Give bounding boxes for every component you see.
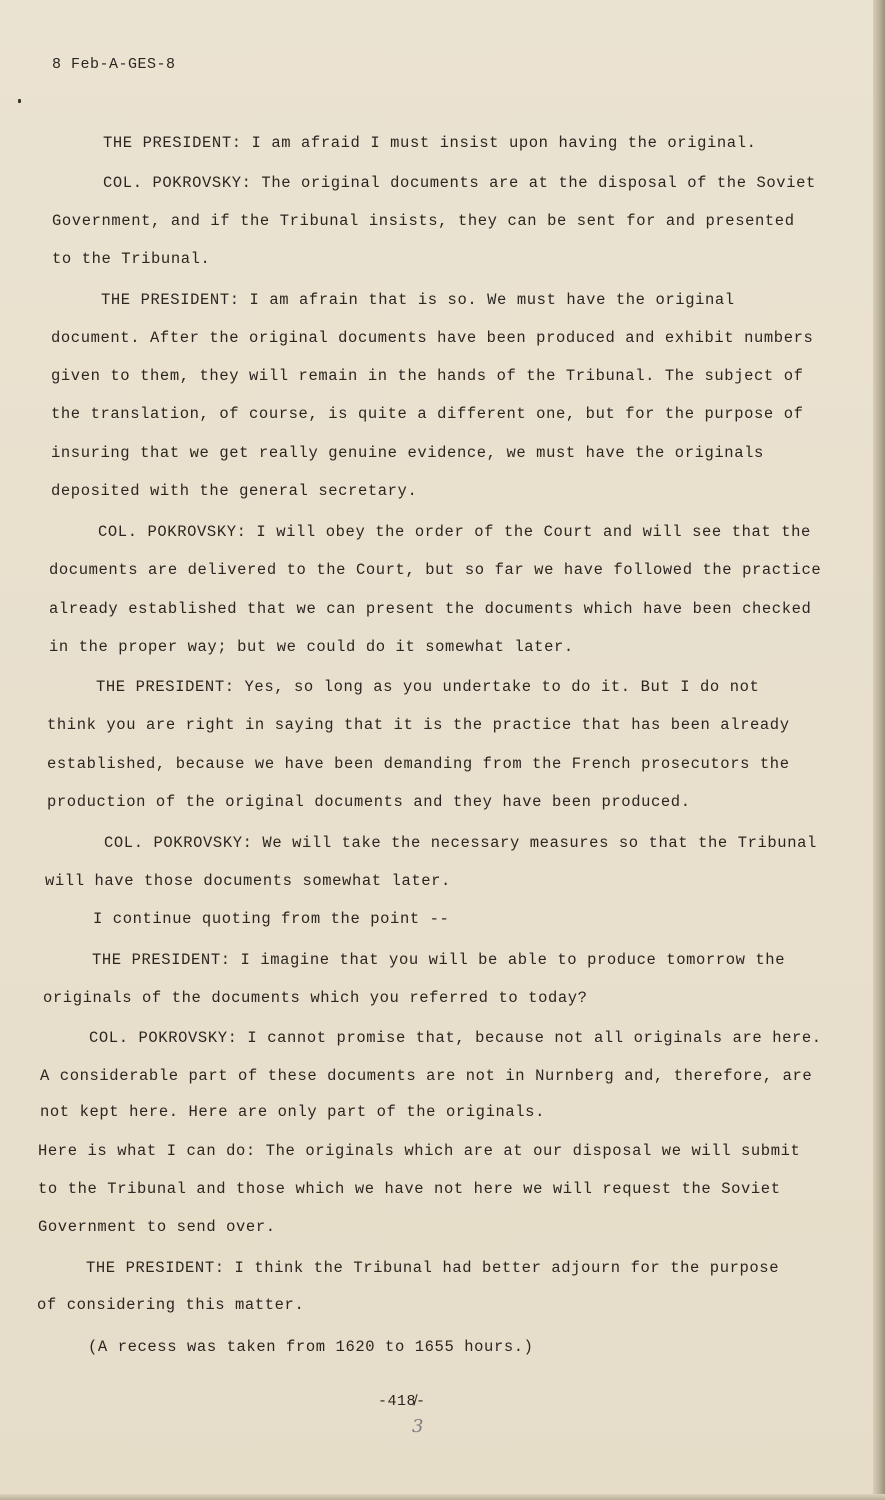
page-number: -418̸- [378, 1393, 426, 1410]
handwritten-page-number: 3 [412, 1416, 424, 1437]
transcript-line: Government, and if the Tribunal insists, they can be sent for and presented [52, 212, 795, 230]
transcript-line: THE PRESIDENT: I am afrain that is so. We must have the original [101, 291, 735, 309]
transcript-line: THE PRESIDENT: I am afraid I must insist upon having the original. [103, 134, 757, 152]
transcript-line: of considering this matter. [37, 1296, 305, 1314]
transcript-line: deposited with the general secretary. [51, 482, 418, 500]
transcript-line: already established that we can present the documents which have been checked [49, 600, 812, 618]
transcript-line: established, because we have been demanding from the French prosecutors the [47, 755, 790, 773]
document-header: 8 Feb-A-GES-8 [52, 56, 176, 73]
transcript-line: THE PRESIDENT: Yes, so long as you undertake to do it. But I do not [96, 678, 760, 696]
transcript-line: insuring that we get really genuine evidence, we must have the originals [51, 444, 764, 462]
transcript-line: THE PRESIDENT: I think the Tribunal had better adjourn for the purpose [86, 1259, 780, 1277]
transcript-line: Government to send over. [38, 1218, 276, 1236]
transcript-line: COL. POKROVSKY: We will take the necessary measures so that the Tribunal [104, 834, 817, 852]
page-edge-shadow [873, 0, 885, 1500]
transcript-line: not kept here. Here are only part of the originals. [40, 1103, 545, 1121]
transcript-line: to the Tribunal. [52, 250, 211, 268]
transcript-line: given to them, they will remain in the hands of the Tribunal. The subject of [51, 367, 804, 385]
transcript-line: the translation, of course, is quite a different one, but for the purpose of [51, 405, 804, 423]
transcript-line: document. After the original documents have been produced and exhibit numbers [51, 329, 814, 347]
transcript-line: in the proper way; but we could do it somewhat later. [49, 638, 574, 656]
transcript-line: documents are delivered to the Court, but so far we have followed the practice [49, 561, 822, 579]
ink-mark [18, 99, 21, 103]
recess-note: (A recess was taken from 1620 to 1655 hours.) [88, 1338, 534, 1356]
page-bottom-edge [0, 1494, 885, 1500]
transcript-line: THE PRESIDENT: I imagine that you will be able to produce tomorrow the [92, 951, 786, 969]
transcript-line: production of the original documents and they have been produced. [47, 793, 691, 811]
transcript-line: Here is what I can do: The originals which are at our disposal we will submit [38, 1142, 801, 1160]
transcript-line: A considerable part of these documents are not in Nurnberg and, therefore, are [40, 1067, 813, 1085]
transcript-line: COL. POKROVSKY: The original documents are at the disposal of the Soviet [103, 174, 816, 192]
transcript-line: will have those documents somewhat later. [45, 872, 451, 890]
transcript-line: originals of the documents which you referred to today? [43, 989, 588, 1007]
transcript-line: COL. POKROVSKY: I will obey the order of the Court and will see that the [98, 523, 811, 541]
transcript-line: COL. POKROVSKY: I cannot promise that, because not all originals are here. [89, 1029, 822, 1047]
transcript-line: think you are right in saying that it is the practice that has been already [47, 716, 790, 734]
transcript-line: to the Tribunal and those which we have not here we will request the Soviet [38, 1180, 781, 1198]
transcript-line: I continue quoting from the point -- [93, 910, 450, 928]
